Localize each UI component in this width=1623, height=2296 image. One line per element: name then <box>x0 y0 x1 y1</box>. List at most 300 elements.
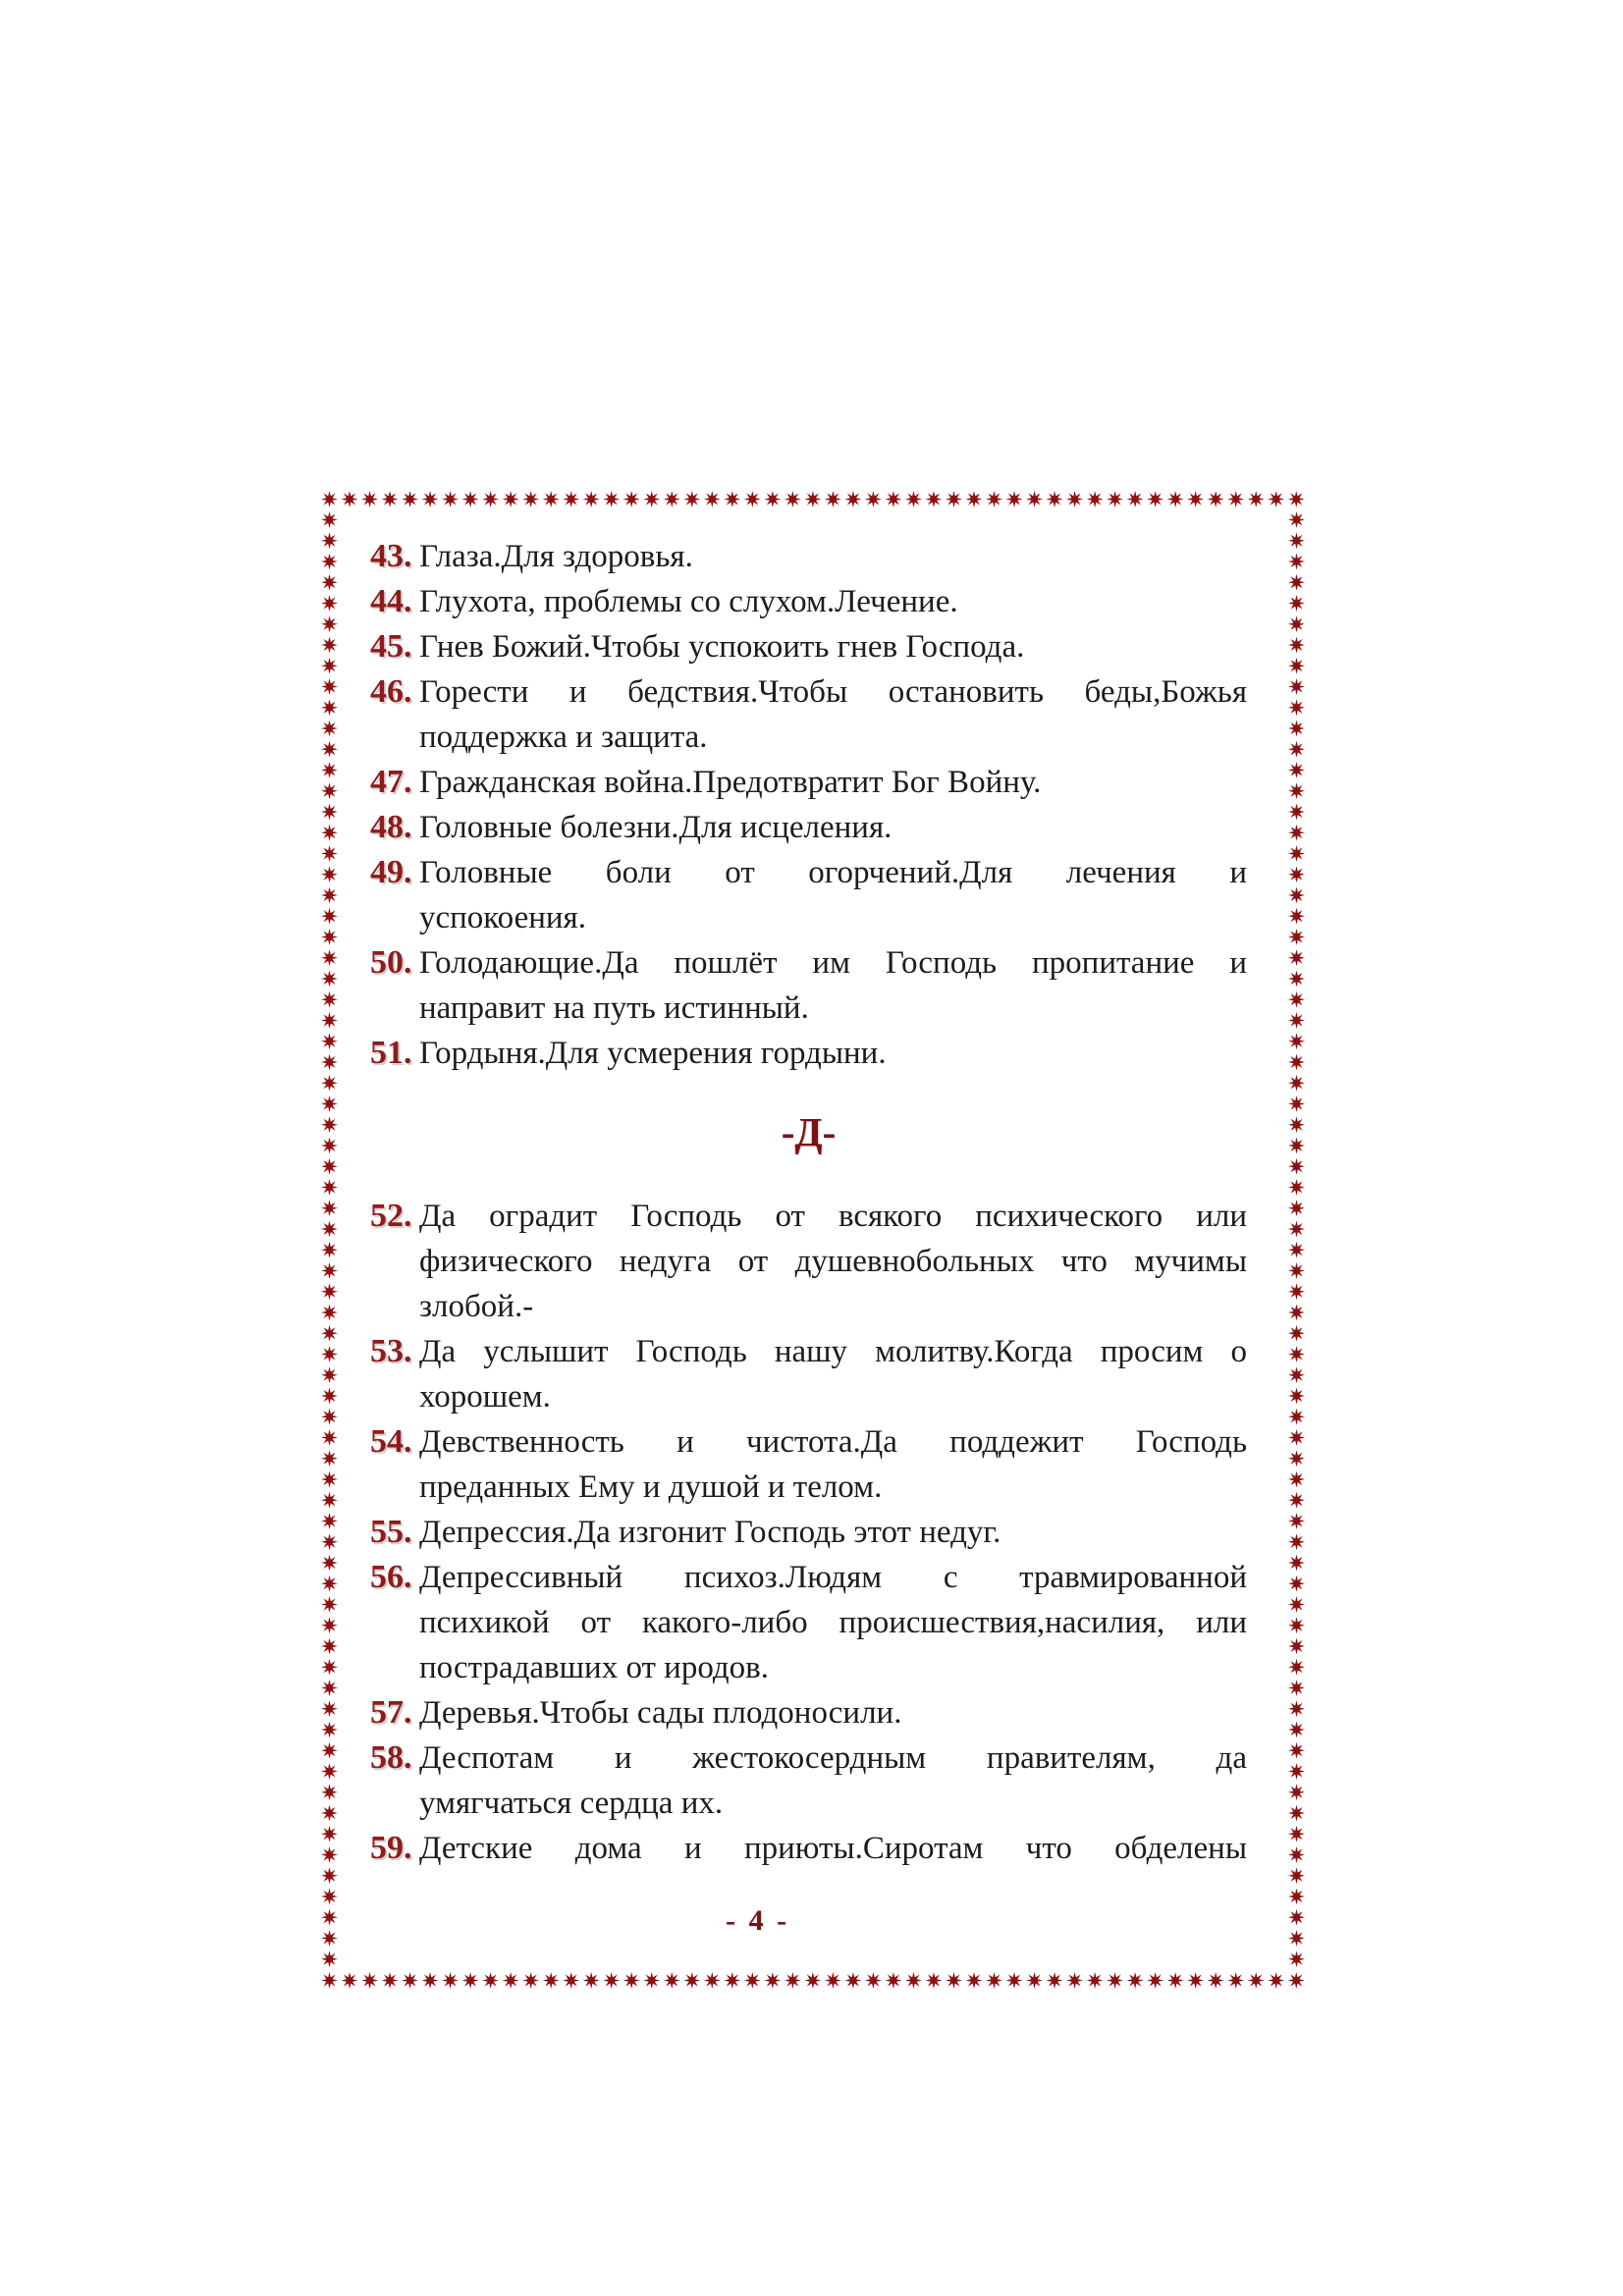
item-number-digits: 49 <box>370 854 404 890</box>
item-number-digits: 58 <box>370 1739 404 1776</box>
asterisk-icon <box>1288 678 1305 695</box>
item-text-line: Головные боли от огорчений.Для лечения и <box>419 855 1247 890</box>
asterisk-icon <box>321 595 338 612</box>
asterisk-icon <box>1288 1638 1305 1655</box>
asterisk-icon <box>623 1972 640 1989</box>
asterisk-icon <box>321 1075 338 1092</box>
item-number-dot: . <box>404 673 412 710</box>
section-heading: -Д- <box>781 1109 837 1154</box>
item-text-line: Глухота, проблемы со слухом.Лечение. <box>419 584 958 619</box>
asterisk-icon <box>643 491 660 507</box>
asterisk-icon <box>1026 491 1043 507</box>
asterisk-icon <box>321 1950 338 1967</box>
asterisk-icon <box>764 1972 781 1989</box>
asterisk-icon <box>503 491 519 507</box>
item-number <box>370 1194 419 1239</box>
item-number <box>370 534 419 579</box>
asterisk-icon <box>503 1972 519 1989</box>
asterisk-icon <box>1288 1283 1305 1300</box>
item-text-line: Детские дома и приюты.Сиротам что обделены <box>419 1831 1247 1866</box>
asterisk-icon <box>1288 929 1305 945</box>
item-text-line: Горести и бедствия.Чтобы остановить беды,Божья <box>419 674 1247 710</box>
asterisk-icon <box>321 1784 338 1800</box>
asterisk-icon <box>321 1700 338 1717</box>
asterisk-icon <box>321 532 338 549</box>
asterisk-icon <box>462 491 479 507</box>
item-text <box>419 1510 1247 1555</box>
asterisk-icon <box>321 1513 338 1529</box>
list-item <box>370 579 1247 624</box>
asterisk-icon <box>1248 1972 1265 1989</box>
item-text <box>419 1735 1247 1826</box>
asterisk-icon <box>1288 699 1305 716</box>
item-text-line: успокоения. <box>419 900 586 935</box>
asterisk-icon <box>321 1116 338 1133</box>
asterisk-icon <box>1006 1972 1023 1989</box>
asterisk-icon <box>966 1972 983 1989</box>
item-text-line: Голодающие.Да пошлёт им Господь пропитание и <box>419 945 1247 981</box>
asterisk-icon <box>482 1972 499 1989</box>
asterisk-icon <box>1288 1742 1305 1759</box>
item-number-digits: 43 <box>370 538 404 574</box>
list-item <box>370 1510 1247 1555</box>
asterisk-icon <box>321 1054 338 1071</box>
asterisk-icon <box>1288 887 1305 904</box>
item-number-digits: 44 <box>370 583 404 619</box>
item-text <box>419 760 1247 805</box>
asterisk-icon <box>946 1972 962 1989</box>
asterisk-icon <box>321 574 338 591</box>
asterisk-icon <box>382 1972 399 1989</box>
asterisk-icon <box>1248 491 1265 507</box>
asterisk-icon <box>1288 721 1305 737</box>
asterisk-icon <box>321 845 338 862</box>
asterisk-icon <box>844 1972 861 1989</box>
item-text <box>419 1031 1247 1076</box>
asterisk-icon <box>683 1972 700 1989</box>
asterisk-icon <box>1288 574 1305 591</box>
asterisk-icon <box>1288 1909 1305 1926</box>
asterisk-icon <box>382 491 399 507</box>
asterisk-icon <box>1288 1471 1305 1488</box>
asterisk-icon <box>1047 491 1063 507</box>
asterisk-icon <box>422 1972 439 1989</box>
asterisk-icon <box>1288 1242 1305 1258</box>
item-number <box>370 624 419 669</box>
asterisk-icon <box>744 491 761 507</box>
asterisk-icon <box>1288 1179 1305 1196</box>
asterisk-icon <box>1227 1972 1244 1989</box>
asterisk-icon <box>321 491 338 507</box>
asterisk-icon <box>784 491 801 507</box>
item-number-dot: . <box>404 854 412 890</box>
asterisk-icon <box>321 1012 338 1029</box>
asterisk-icon <box>321 1200 338 1216</box>
border-right <box>1288 511 1305 1968</box>
asterisk-icon <box>1288 1867 1305 1884</box>
asterisk-icon <box>1087 1972 1104 1989</box>
item-number <box>370 1329 419 1374</box>
asterisk-icon <box>1288 866 1305 882</box>
asterisk-icon <box>321 1722 338 1738</box>
asterisk-icon <box>321 991 338 1008</box>
asterisk-icon <box>643 1972 660 1989</box>
asterisk-icon <box>1288 1409 1305 1425</box>
asterisk-icon <box>321 615 338 632</box>
asterisk-icon <box>321 887 338 904</box>
list-item <box>370 1735 1247 1826</box>
item-number-digits: 53 <box>370 1333 404 1369</box>
item-number <box>370 579 419 624</box>
item-text-line: направит на путь истинный. <box>419 990 809 1026</box>
asterisk-icon <box>603 1972 620 1989</box>
item-number-dot: . <box>404 583 412 619</box>
item-text-line: Гнев Божий.Чтобы успокоить гнев Господа. <box>419 629 1025 665</box>
item-text-line: умягчаться сердца их. <box>419 1786 724 1821</box>
asterisk-icon <box>724 1972 740 1989</box>
asterisk-icon <box>966 491 983 507</box>
asterisk-icon <box>1288 658 1305 674</box>
asterisk-icon <box>1288 949 1305 966</box>
asterisk-icon <box>321 1325 338 1342</box>
asterisk-icon <box>1288 1221 1305 1238</box>
asterisk-icon <box>321 741 338 758</box>
asterisk-icon <box>1288 1805 1305 1822</box>
item-text <box>419 850 1247 940</box>
asterisk-icon <box>804 1972 821 1989</box>
asterisk-icon <box>1288 1722 1305 1738</box>
asterisk-icon <box>1127 1972 1144 1989</box>
list-item <box>370 1419 1247 1510</box>
list-item <box>370 1031 1247 1076</box>
asterisk-icon <box>321 1471 338 1488</box>
asterisk-icon <box>1288 1429 1305 1446</box>
asterisk-icon <box>321 554 338 570</box>
asterisk-icon <box>321 658 338 674</box>
asterisk-icon <box>321 1826 338 1842</box>
asterisk-icon <box>321 678 338 695</box>
asterisk-icon <box>321 1492 338 1509</box>
item-text <box>419 805 1247 850</box>
asterisk-icon <box>1288 1262 1305 1279</box>
item-number <box>370 940 419 986</box>
decorative-border <box>321 491 1305 1989</box>
asterisk-icon <box>321 1033 338 1049</box>
item-text-line: Депрессия.Да изгонит Господь этот недуг. <box>419 1515 1001 1550</box>
asterisk-icon <box>321 1429 338 1446</box>
asterisk-icon <box>1288 1659 1305 1676</box>
asterisk-icon <box>1288 1033 1305 1049</box>
asterisk-icon <box>1288 1305 1305 1321</box>
asterisk-icon <box>1288 741 1305 758</box>
asterisk-icon <box>1288 991 1305 1008</box>
asterisk-icon <box>1208 1972 1224 1989</box>
asterisk-icon <box>1107 491 1123 507</box>
asterisk-icon <box>321 1659 338 1676</box>
asterisk-icon <box>321 1305 338 1321</box>
asterisk-icon <box>1288 1366 1305 1383</box>
asterisk-icon <box>1066 491 1083 507</box>
item-text-line: физического недуга от душевнобольных что мучимы <box>419 1244 1247 1279</box>
list-item <box>370 1194 1247 1329</box>
asterisk-icon <box>321 1742 338 1759</box>
asterisk-icon <box>1288 1826 1305 1842</box>
asterisk-icon <box>321 1366 338 1383</box>
asterisk-icon <box>321 1262 338 1279</box>
asterisk-icon <box>321 762 338 778</box>
item-text-line: поддержка и защита. <box>419 720 708 755</box>
asterisk-icon <box>1268 1972 1284 1989</box>
item-text-line: пострадавших от иродов. <box>419 1650 770 1685</box>
item-number-digits: 59 <box>370 1830 404 1866</box>
asterisk-icon <box>905 1972 922 1989</box>
asterisk-icon <box>321 1283 338 1300</box>
asterisk-icon <box>1288 1889 1305 1905</box>
asterisk-icon <box>865 491 882 507</box>
item-text <box>419 579 1247 624</box>
item-number <box>370 669 419 715</box>
asterisk-icon <box>321 1221 338 1238</box>
item-number <box>370 850 419 895</box>
border-bottom <box>321 1972 1305 1989</box>
asterisk-icon <box>321 1763 338 1780</box>
asterisk-icon <box>321 949 338 966</box>
asterisk-icon <box>885 1972 901 1989</box>
item-number-dot: . <box>404 1559 412 1595</box>
asterisk-icon <box>361 491 378 507</box>
asterisk-icon <box>1288 1116 1305 1133</box>
item-number-digits: 50 <box>370 944 404 981</box>
asterisk-icon <box>925 1972 942 1989</box>
asterisk-icon <box>1288 804 1305 821</box>
asterisk-icon <box>321 825 338 841</box>
asterisk-icon <box>1208 491 1224 507</box>
asterisk-icon <box>1288 1596 1305 1613</box>
asterisk-icon <box>1047 1972 1063 1989</box>
asterisk-icon <box>1268 491 1284 507</box>
asterisk-icon <box>1288 845 1305 862</box>
asterisk-icon <box>321 1533 338 1550</box>
item-number-digits: 57 <box>370 1694 404 1731</box>
asterisk-icon <box>321 637 338 654</box>
asterisk-icon <box>1288 1325 1305 1342</box>
border-top <box>321 491 1305 507</box>
asterisk-icon <box>1288 1450 1305 1467</box>
item-number-dot: . <box>404 1423 412 1460</box>
item-number-dot: . <box>404 628 412 665</box>
item-text <box>419 1419 1247 1510</box>
asterisk-icon <box>1288 532 1305 549</box>
asterisk-icon <box>1187 1972 1204 1989</box>
asterisk-icon <box>1288 1075 1305 1092</box>
item-number-dot: . <box>404 1198 412 1234</box>
item-number-digits: 46 <box>370 673 404 710</box>
asterisk-icon <box>1288 1095 1305 1112</box>
asterisk-icon <box>321 1617 338 1633</box>
asterisk-icon <box>482 491 499 507</box>
asterisk-icon <box>1147 491 1163 507</box>
asterisk-icon <box>1288 1700 1305 1717</box>
asterisk-icon <box>1288 1763 1305 1780</box>
item-number-digits: 54 <box>370 1423 404 1460</box>
asterisk-icon <box>342 1972 358 1989</box>
asterisk-icon <box>522 1972 539 1989</box>
item-number-dot: . <box>404 538 412 574</box>
item-number <box>370 760 419 805</box>
list-item <box>370 1690 1247 1735</box>
asterisk-icon <box>704 1972 721 1989</box>
asterisk-icon <box>1288 1680 1305 1696</box>
asterisk-icon <box>1006 491 1023 507</box>
asterisk-icon <box>321 1179 338 1196</box>
asterisk-icon <box>784 1972 801 1989</box>
asterisk-icon <box>442 491 459 507</box>
asterisk-icon <box>321 1242 338 1258</box>
asterisk-icon <box>1187 491 1204 507</box>
asterisk-icon <box>543 491 560 507</box>
asterisk-icon <box>664 491 680 507</box>
prayer-list <box>370 534 1247 1944</box>
asterisk-icon <box>1288 1846 1305 1863</box>
item-text <box>419 1690 1247 1735</box>
asterisk-icon <box>664 1972 680 1989</box>
asterisk-icon <box>946 491 962 507</box>
item-text <box>419 669 1247 760</box>
asterisk-icon <box>563 1972 579 1989</box>
item-text-line: Депрессивный психоз.Людям с травмированной <box>419 1560 1247 1595</box>
item-text-line: Гордыня.Для усмерения гордыни. <box>419 1036 887 1071</box>
asterisk-icon <box>724 491 740 507</box>
list-item <box>370 760 1247 805</box>
asterisk-icon <box>321 1138 338 1154</box>
asterisk-icon <box>321 1346 338 1362</box>
asterisk-icon <box>321 1596 338 1613</box>
list-item <box>370 850 1247 940</box>
asterisk-icon <box>1288 825 1305 841</box>
asterisk-icon <box>321 929 338 945</box>
asterisk-icon <box>321 908 338 925</box>
asterisk-icon <box>683 491 700 507</box>
item-text-line: Головные болезни.Для исцеления. <box>419 810 893 845</box>
item-text <box>419 940 1247 1031</box>
asterisk-icon <box>321 1158 338 1175</box>
item-text <box>419 624 1247 669</box>
asterisk-icon <box>1288 1492 1305 1509</box>
asterisk-icon <box>1288 908 1305 925</box>
item-number-dot: . <box>404 764 412 800</box>
asterisk-icon <box>1288 1200 1305 1216</box>
item-number <box>370 1735 419 1781</box>
asterisk-icon <box>1288 554 1305 570</box>
item-number-dot: . <box>404 1739 412 1776</box>
asterisk-icon <box>804 491 821 507</box>
item-text-line: Девственность и чистота.Да поддежит Господь <box>419 1424 1247 1460</box>
asterisk-icon <box>885 491 901 507</box>
asterisk-icon <box>321 1409 338 1425</box>
asterisk-icon <box>342 491 358 507</box>
asterisk-icon <box>623 491 640 507</box>
asterisk-icon <box>522 491 539 507</box>
asterisk-icon <box>402 491 418 507</box>
item-number <box>370 805 419 850</box>
asterisk-icon <box>321 721 338 737</box>
asterisk-icon <box>321 1867 338 1884</box>
asterisk-icon <box>1026 1972 1043 1989</box>
item-text-line: злобой.- <box>419 1289 534 1324</box>
asterisk-icon <box>1288 1346 1305 1362</box>
asterisk-icon <box>1288 491 1305 507</box>
asterisk-icon <box>1288 1054 1305 1071</box>
item-text-line: хорошем. <box>419 1379 551 1415</box>
item-text <box>419 534 1247 579</box>
asterisk-icon <box>1288 637 1305 654</box>
asterisk-icon <box>1288 782 1305 799</box>
list-item <box>370 624 1247 669</box>
asterisk-icon <box>321 1972 338 1989</box>
asterisk-icon <box>1288 1784 1305 1800</box>
asterisk-icon <box>563 491 579 507</box>
asterisk-icon <box>1288 595 1305 612</box>
item-text-line: Глаза.Для здоровья. <box>419 539 693 574</box>
item-number-dot: . <box>404 1694 412 1731</box>
asterisk-icon <box>764 491 781 507</box>
asterisk-icon <box>321 1450 338 1467</box>
asterisk-icon <box>321 511 338 528</box>
asterisk-icon <box>1288 511 1305 528</box>
asterisk-icon <box>986 1972 1002 1989</box>
asterisk-icon <box>986 491 1002 507</box>
item-text <box>419 1329 1247 1419</box>
asterisk-icon <box>321 1680 338 1696</box>
item-number-digits: 55 <box>370 1514 404 1550</box>
asterisk-icon <box>1288 1513 1305 1529</box>
item-number <box>370 1031 419 1076</box>
item-number-dot: . <box>404 1830 412 1866</box>
asterisk-icon <box>1288 1158 1305 1175</box>
asterisk-icon <box>925 491 942 507</box>
asterisk-icon <box>1066 1972 1083 1989</box>
item-number <box>370 1510 419 1555</box>
border-left <box>321 511 338 1968</box>
asterisk-icon <box>422 491 439 507</box>
asterisk-icon <box>321 1638 338 1655</box>
asterisk-icon <box>1147 1972 1163 1989</box>
asterisk-icon <box>442 1972 459 1989</box>
item-number-dot: . <box>404 944 412 981</box>
list-item <box>370 1826 1247 1871</box>
asterisk-icon <box>1167 1972 1184 1989</box>
asterisk-icon <box>321 971 338 988</box>
asterisk-icon <box>321 1575 338 1592</box>
asterisk-icon <box>1288 1930 1305 1947</box>
item-text-line: психикой от какого-либо происшествия,насилия, или <box>419 1605 1247 1640</box>
item-number <box>370 1555 419 1600</box>
asterisk-icon <box>744 1972 761 1989</box>
asterisk-icon <box>603 491 620 507</box>
asterisk-icon <box>402 1972 418 1989</box>
item-text-line: Да оградит Господь от всякого психического или <box>419 1199 1247 1234</box>
asterisk-icon <box>321 699 338 716</box>
list-item <box>370 1329 1247 1419</box>
asterisk-icon <box>905 491 922 507</box>
asterisk-icon <box>321 1805 338 1822</box>
asterisk-icon <box>1227 491 1244 507</box>
asterisk-icon <box>543 1972 560 1989</box>
asterisk-icon <box>1087 491 1104 507</box>
page-number: - 4 - <box>726 1904 789 1937</box>
asterisk-icon <box>1107 1972 1123 1989</box>
item-text <box>419 1194 1247 1329</box>
